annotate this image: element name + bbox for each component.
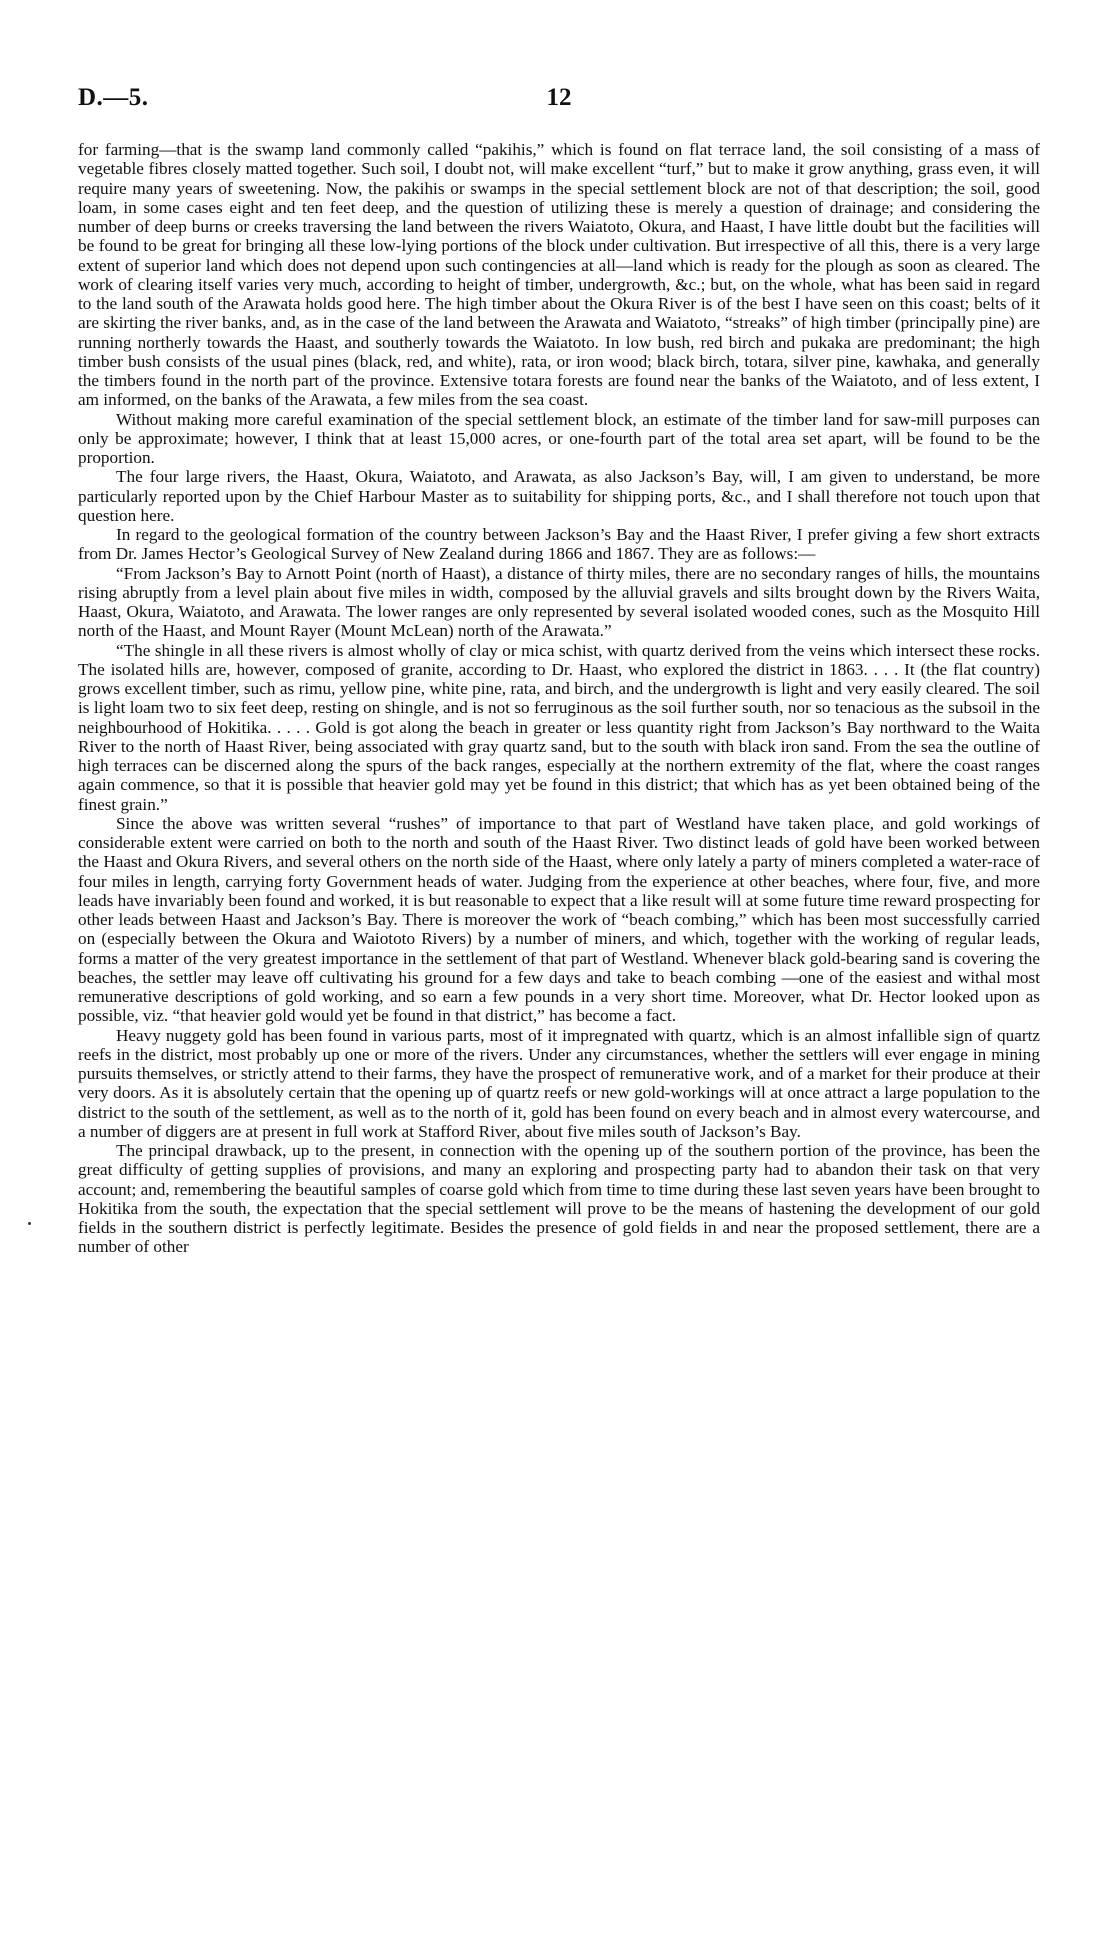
paragraph-timber-estimate: Without making more careful examination of the special settlement block, an estimate of the timber land for saw-mill purposes can only be approximate; however, I think that at least 15,000 acres, or one-fourth part of the total area set apart, will be found to be the proportion.: [78, 409, 1040, 467]
paragraph-nuggety-gold: Heavy nuggety gold has been found in various parts, most of it impregnated with quartz, which is an almost infallible sign of quartz reefs in the district, most probably up one or more of the rivers. Under any circumstances, whether the settlers will ever engage in mining pursuits themselves, or strictly attend to their farms, they have the prospect of remunerative work, and of a market for their produce at their very doors. As it is absolutely certain that the opening up of quartz reefs or new gold-workings will at once attract a large population to the district to the south of the settlement, as well as to the north of it, gold has been found on every beach and in almost every watercourse, and a number of diggers are at present in full work at Stafford River, about five miles south of Jackson’s Bay.: [78, 1025, 1040, 1141]
page-number: 12: [546, 84, 572, 111]
paragraph-gold-rushes: Since the above was written several “rushes” of importance to that part of Westland have taken place, and gold workings of considerable extent were carried on both to the north and south of the Haast River. Two distinct leads of gold have been worked between the Haast and Okura Rivers, and several others on the north side of the Haast, where only lately a party of miners completed a water-race of four miles in length, carrying forty Government heads of water. Judging from the experience at other beaches, where four, five, and more leads have invariably been found and worked, it is but reasonable to expect that a like result will at some future time reward prospecting for other leads between Haast and Jackson’s Bay. There is moreover the work of “beach combing,” which has been most successfully carried on (especially between the Okura and Waiototo Rivers) by a number of miners, and which, together with the working of regular leads, forms a matter of the very greatest importance in the settlement of that part of Westland. Whenever black gold-bearing sand is covering the beaches, the settler may leave off cultivating his ground for a few days and take to beach combing —one of the easiest and withal most remunerative descriptions of gold working, and so earn a few pounds in a very short time. Moreover, what Dr. Hector looked upon as possible, viz. “that heavier gold would yet be found in that district,” has become a fact.: [78, 813, 1040, 1026]
body-text: [78, 140, 1040, 1257]
page-header: [78, 84, 1040, 120]
paragraph-rivers-harbour: The four large rivers, the Haast, Okura, Waiatoto, and Arawata, as also Jackson’s Bay, will, I am given to understand, be more particularly reported upon by the Chief Harbour Master as to suitability for shipping ports, &c., and I shall therefore not touch upon that question here.: [78, 467, 1040, 525]
document-reference: D.—5.: [78, 84, 149, 111]
quotation-shingle-gold: “The shingle in all these rivers is almost wholly of clay or mica schist, with quartz derived from the veins which intersect these rocks. The isolated hills are, however, composed of granite, according to Dr. Haast, who explored the district in 1863. . . . It (the flat country) grows excellent timber, such as rimu, yellow pine, white pine, rata, and birch, and the undergrowth is light and very easily cleared. The soil is light loam two to six feet deep, resting on shingle, and is not so ferruginous as the soil further south, nor so tenacious as the subsoil in the neighbourhood of Hokitika. . . . . Gold is got along the beach in greater or less quantity right from Jackson’s Bay northward to the Waita River to the north of Haast River, being associated with gray quartz sand, but to the south with black iron sand. From the sea the outline of high terraces can be discerned along the spurs of the back ranges, especially at the northern extremity of the flat, where the coast ranges again commence, so that it is possible that heavier gold may yet be found in this district; that which has as yet been obtained being of the finest grain.”: [78, 640, 1040, 814]
margin-speck: [28, 1222, 31, 1225]
paragraph-continued-farming: for farming—that is the swamp land commonly called “pakihis,” which is found on flat terrace land, the soil consisting of a mass of vegetable fibres closely matted together. Such soil, I doubt not, will make excellent “turf,” but to make it grow anything, grass even, it will require many years of sweetening. Now, the pakihis or swamps in the special settlement block are not of that description; the soil, good loam, in some cases eight and ten feet deep, and the question of utilizing these is merely a question of drainage; and considering the number of deep burns or creeks traversing the land between the rivers Waiatoto, Okura, and Haast, I have little doubt but the facilities will be found to be great for bringing all these low-lying portions of the block under cultivation. But irrespective of all this, there is a very large extent of superior land which does not depend upon such contingencies at all—land which is ready for the plough as soon as cleared. The work of clearing itself varies very much, according to height of timber, undergrowth, &c.; but, on the whole, what has been said in regard to the land south of the Arawata holds good here. The high timber about the Okura River is of the best I have seen on this coast; belts of it are skirting the river banks, and, as in the case of the land between the Arawata and Waiatoto, “streaks” of high timber (principally pine) are running northerly towards the Haast, and southerly towards the Waiatoto. In low bush, red birch and pukaka are predominant; the high timber bush consists of the usual pines (black, red, and white), rata, or iron wood; black birch, totara, silver pine, kawhaka, and generally the timbers found in the north part of the province. Extensive totara forests are found near the banks of the Waiatoto, and of less extent, I am informed, on the banks of the Arawata, a few miles from the sea coast.: [78, 140, 1040, 410]
quotation-jacksons-bay: “From Jackson’s Bay to Arnott Point (north of Haast), a distance of thirty miles, there are no secondary ranges of hills, the mountains rising abruptly from a level plain about five miles in width, composed by the alluvial gravels and silts brought down by the Rivers Waita, Haast, Okura, Waiatoto, and Arawata. The lower ranges are only represented by several isolated wooded cones, such as the Mosquito Hill north of the Haast, and Mount Rayer (Mount McLean) north of the Arawata.”: [78, 563, 1040, 641]
paragraph-geological-intro: In regard to the geological formation of the country between Jackson’s Bay and the Haast River, I prefer giving a few short extracts from Dr. James Hector’s Geological Survey of New Zealand during 1866 and 1867. They are as follows:—: [78, 525, 1040, 564]
paragraph-principal-drawback: The principal drawback, up to the present, in connection with the opening up of the southern portion of the province, has been the great difficulty of getting supplies of provisions, and many an exploring and prospecting party had to abandon their task on that very account; and, remembering the beautiful samples of coarse gold which from time to time during these last seven years have been brought to Hokitika from the south, the expectation that the special settlement will prove to be the means of hastening the development of our gold fields in the southern district is perfectly legitimate. Besides the presence of gold fields in and near the proposed settlement, there are a number of other: [78, 1141, 1040, 1257]
